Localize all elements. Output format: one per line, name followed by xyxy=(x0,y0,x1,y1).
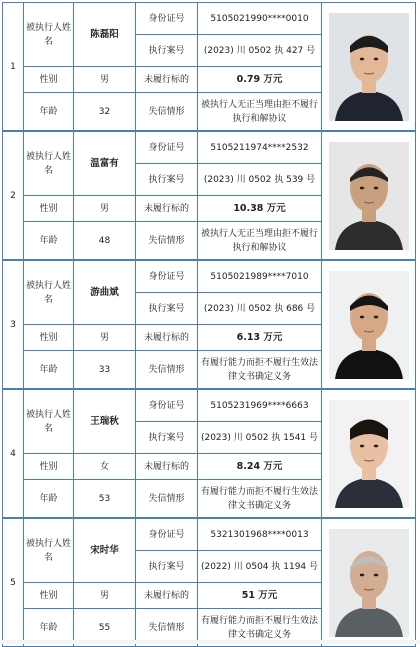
record-index: 1 xyxy=(2,2,24,130)
photo-cell xyxy=(322,260,416,388)
record-block xyxy=(2,389,416,518)
page-bottom-edge xyxy=(0,640,420,644)
record-block xyxy=(2,260,416,389)
age-label: 年龄 xyxy=(24,92,74,130)
unpaid-label: 未履行标的 xyxy=(136,66,198,92)
record-index: 2 xyxy=(2,131,24,259)
debtor-name: 温富有 xyxy=(74,131,136,195)
gender-value: 男 xyxy=(74,66,136,92)
name-label: 被执行人姓名 xyxy=(24,260,74,324)
case-number: (2023) 川 0502 执 686 号 xyxy=(198,292,322,324)
case-number: (2023) 川 0502 执 427 号 xyxy=(198,34,322,66)
record-block xyxy=(2,2,416,131)
situation-label: 失信情形 xyxy=(136,479,198,517)
case-label: 执行案号 xyxy=(136,292,198,324)
case-number: (2023) 川 0502 执 1541 号 xyxy=(198,421,322,453)
id-label: 身份证号 xyxy=(136,260,198,292)
debtor-name: 游曲斌 xyxy=(74,260,136,324)
case-label: 执行案号 xyxy=(136,34,198,66)
situation-label: 失信情形 xyxy=(136,350,198,388)
unpaid-label: 未履行标的 xyxy=(136,453,198,479)
record-block xyxy=(2,131,416,260)
debtor-name: 宋时华 xyxy=(74,518,136,582)
case-label: 执行案号 xyxy=(136,163,198,195)
gender-label: 性别 xyxy=(24,66,74,92)
age-label: 年龄 xyxy=(24,221,74,259)
id-number: 5105021989****7010 xyxy=(198,260,322,292)
name-label: 被执行人姓名 xyxy=(24,518,74,582)
unpaid-amount: 10.38 万元 xyxy=(198,195,322,221)
case-label: 执行案号 xyxy=(136,550,198,582)
unpaid-amount: 0.79 万元 xyxy=(198,66,322,92)
unpaid-label: 未履行标的 xyxy=(136,195,198,221)
id-number: 5105021990****0010 xyxy=(198,2,322,34)
portrait-photo xyxy=(329,400,409,508)
name-label: 被执行人姓名 xyxy=(24,131,74,195)
situation-label: 失信情形 xyxy=(136,92,198,130)
gender-value: 男 xyxy=(74,195,136,221)
photo-cell xyxy=(322,518,416,646)
case-number: (2023) 川 0502 执 539 号 xyxy=(198,163,322,195)
situation-text: 被执行人无正当理由拒不履行执行和解协议 xyxy=(198,221,322,259)
record-block xyxy=(2,518,416,647)
age-value: 32 xyxy=(74,92,136,130)
age-label: 年龄 xyxy=(24,479,74,517)
id-label: 身份证号 xyxy=(136,518,198,550)
record-index: 4 xyxy=(2,389,24,517)
case-label: 执行案号 xyxy=(136,421,198,453)
id-number: 5105211974****2532 xyxy=(198,131,322,163)
debtor-table xyxy=(2,2,416,647)
age-value: 55 xyxy=(74,608,136,646)
situation-text: 有履行能力而拒不履行生效法律文书确定义务 xyxy=(198,608,322,646)
id-label: 身份证号 xyxy=(136,2,198,34)
photo-cell xyxy=(322,131,416,259)
id-number: 5321301968****0013 xyxy=(198,518,322,550)
case-number: (2022) 川 0504 执 1194 号 xyxy=(198,550,322,582)
gender-label: 性别 xyxy=(24,453,74,479)
id-number: 5105231969****6663 xyxy=(198,389,322,421)
unpaid-amount: 6.13 万元 xyxy=(198,324,322,350)
id-label: 身份证号 xyxy=(136,389,198,421)
photo-cell xyxy=(322,2,416,130)
situation-text: 有履行能力而拒不履行生效法律文书确定义务 xyxy=(198,479,322,517)
unpaid-label: 未履行标的 xyxy=(136,324,198,350)
unpaid-amount: 8.24 万元 xyxy=(198,453,322,479)
situation-label: 失信情形 xyxy=(136,608,198,646)
situation-text: 有履行能力而拒不履行生效法律文书确定义务 xyxy=(198,350,322,388)
unpaid-label: 未履行标的 xyxy=(136,582,198,608)
gender-value: 女 xyxy=(74,453,136,479)
gender-value: 男 xyxy=(74,324,136,350)
photo-cell xyxy=(322,389,416,517)
gender-label: 性别 xyxy=(24,195,74,221)
situation-text: 被执行人无正当理由拒不履行执行和解协议 xyxy=(198,92,322,130)
portrait-photo xyxy=(329,271,409,379)
debtor-name: 陈磊阳 xyxy=(74,2,136,66)
portrait-photo xyxy=(329,142,409,250)
age-value: 48 xyxy=(74,221,136,259)
id-label: 身份证号 xyxy=(136,131,198,163)
gender-label: 性别 xyxy=(24,324,74,350)
record-index: 5 xyxy=(2,518,24,646)
gender-value: 男 xyxy=(74,582,136,608)
unpaid-amount: 51 万元 xyxy=(198,582,322,608)
age-label: 年龄 xyxy=(24,608,74,646)
debtor-name: 王瑞秋 xyxy=(74,389,136,453)
portrait-photo xyxy=(329,13,409,121)
record-index: 3 xyxy=(2,260,24,388)
portrait-photo xyxy=(329,529,409,637)
gender-label: 性别 xyxy=(24,582,74,608)
name-label: 被执行人姓名 xyxy=(24,2,74,66)
name-label: 被执行人姓名 xyxy=(24,389,74,453)
age-value: 53 xyxy=(74,479,136,517)
age-label: 年龄 xyxy=(24,350,74,388)
situation-label: 失信情形 xyxy=(136,221,198,259)
age-value: 33 xyxy=(74,350,136,388)
